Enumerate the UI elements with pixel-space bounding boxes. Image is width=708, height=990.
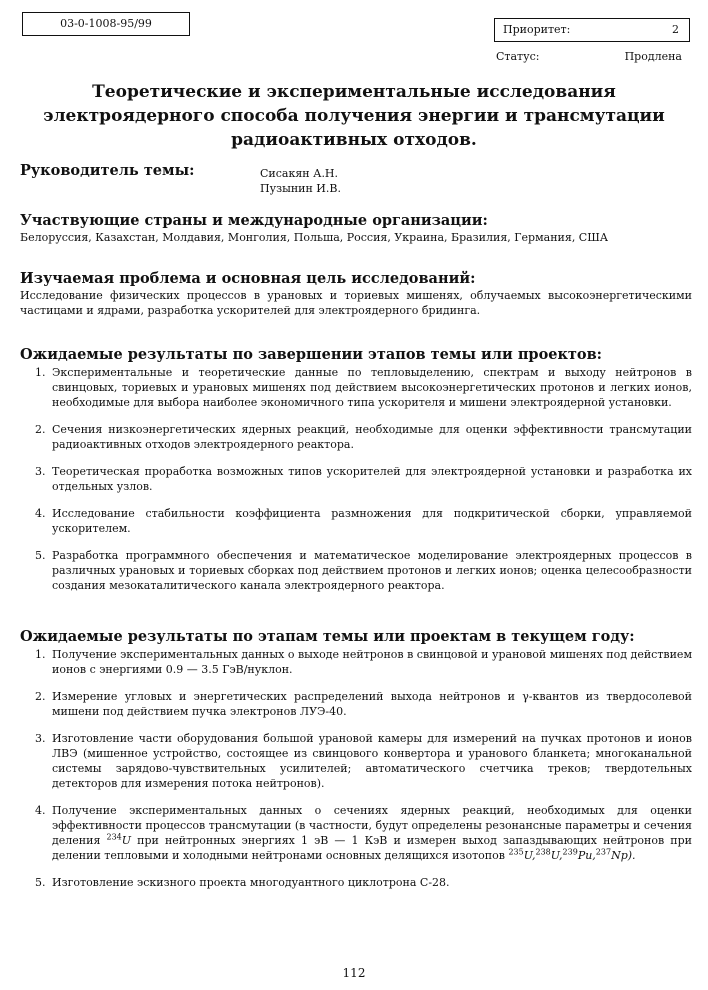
isotope-symbol: Pu,: [577, 849, 596, 862]
priority-value: 2: [672, 23, 679, 36]
expected-final-list: [20, 365, 692, 593]
item-text: Разработка программного обеспечения и математическое моделирование электроядерных процессов в различных урановых и ториевых сборках под действием протонов и легких ионов; оценка целесообразности создания мезокаталитического канала электроядерного реактора.: [52, 549, 692, 592]
leader-name: Сисакян А.Н.: [260, 167, 339, 180]
list-item: [20, 422, 692, 452]
list-item: [20, 647, 692, 677]
title-line-1: Теоретические и экспериментальные исследования: [92, 82, 616, 102]
list-item: [20, 803, 692, 863]
item-number: 1.: [35, 648, 46, 661]
status-value: Продлена: [624, 50, 682, 63]
expected-current-list: [20, 647, 692, 890]
item-text: Экспериментальные и теоретические данные по тепловыделению, спектрам и выходу нейтронов в свинцовых, ториевых и урановых мишенях под действием высокоэнергетических протонов и легких ионов, необходимые для выбора наиболее экономичного типа ускорителя и мишени электроядерной установки.: [52, 366, 692, 409]
item-number: 1.: [35, 366, 46, 379]
item-text: Изготовление эскизного проекта многодуантного циклотрона С-28.: [52, 876, 450, 889]
expected-current-heading: Ожидаемые результаты по этапам темы или проектам в текущем году:: [20, 628, 635, 645]
item-number: 4.: [35, 804, 46, 817]
countries-text: Белоруссия, Казахстан, Молдавия, Монголия, Польша, Россия, Украина, Бразилия, Германия, США: [20, 231, 609, 244]
list-item: [20, 548, 692, 593]
status-row: [496, 50, 688, 63]
isotope-mass: 238: [535, 847, 551, 857]
problem-section: [20, 270, 692, 318]
project-code-box: [22, 12, 190, 36]
item-text-part: Получение экспериментальных данных о сечениях ядерных реакций, необходимых для оценки эффективности процессов трансмутации (в частности, будут определены резонансные параметры и сечения деления: [52, 804, 692, 847]
leader-heading: Руководитель темы:: [20, 162, 195, 179]
countries-section: [20, 212, 692, 245]
isotope-mass: 234: [106, 832, 122, 842]
isotope-symbol: U,: [550, 849, 563, 862]
status-label: Статус:: [496, 50, 540, 63]
isotope-symbol: U: [121, 834, 132, 847]
item-number: 2.: [35, 423, 46, 436]
item-number: 3.: [35, 732, 46, 745]
item-number: 2.: [35, 690, 46, 703]
leader-names: [260, 166, 341, 196]
isotope-mass: 237: [595, 847, 612, 857]
page-title: [20, 80, 688, 152]
isotope-mass: 239: [562, 847, 578, 857]
countries-heading: Участвующие страны и международные организации:: [20, 212, 488, 229]
page-number: 112: [342, 966, 366, 980]
list-item: [20, 689, 692, 719]
isotope-symbol: Np).: [611, 849, 636, 862]
isotope-symbol: U,: [523, 849, 536, 862]
title-line-2: электроядерного способа получения энергии и трансмутации: [43, 106, 665, 126]
list-item: [20, 506, 692, 536]
list-item: [20, 365, 692, 410]
list-item: [20, 731, 692, 791]
project-code: 03-0-1008-95/99: [60, 17, 152, 30]
item-number: 5.: [35, 549, 46, 562]
item-text: Измерение угловых и энергетических распределений выхода нейтронов и γ-квантов из твердосолевой мишени под действием пучка электронов ЛУЭ-40.: [52, 690, 692, 718]
expected-current-section: [20, 628, 692, 890]
item-text: Исследование стабильности коэффициента размножения для подкритической сборки, управляемой ускорителем.: [52, 507, 692, 535]
expected-final-heading: Ожидаемые результаты по завершении этапов темы или проектов:: [20, 346, 603, 363]
isotope-mass: 235: [508, 847, 524, 857]
item-number: 3.: [35, 465, 46, 478]
item-text: Получение экспериментальных данных о выходе нейтронов в свинцовой и урановой мишенях под действием ионов с энергиями 0.9 — 3.5 ГэВ/нуклон.: [52, 648, 692, 676]
item-text: Сечения низкоэнергетических ядерных реакций, необходимые для оценки эффективности трансмутации радиоактивных отходов электроядерного реактора.: [52, 423, 692, 451]
item-text-part: при нейтронных энергиях 1 эВ — 1 КэВ и измерен выход запаздывающих нейтронов при делении тепловыми и холодными нейтронами основных делящихся изотопов: [52, 834, 692, 862]
leader-name: Пузынин И.В.: [260, 182, 341, 195]
priority-box: [494, 18, 690, 42]
item-number: 4.: [35, 507, 46, 520]
list-item: [20, 464, 692, 494]
list-item: [20, 875, 692, 890]
problem-heading: Изучаемая проблема и основная цель исследований:: [20, 270, 476, 287]
title-line-3: радиоактивных отходов.: [231, 130, 477, 150]
priority-label: Приоритет:: [503, 23, 571, 36]
expected-final-section: [20, 346, 692, 593]
item-text: Теоретическая проработка возможных типов ускорителей для электроядерной установки и разработка их отдельных узлов.: [52, 465, 692, 493]
problem-text: Исследование физических процессов в урановых и ториевых мишенях, облучаемых высокоэнергетическими частицами и ядрами, разработка ускорителей для электроядерного бридинга.: [20, 289, 692, 317]
item-text: Изготовление части оборудования большой урановой камеры для измерений на пучках протонов и ионов ЛВЭ (мишенное устройство, состоящее из свинцового конвертора и уранового бланкета; многоканальной системы зарядово-чувствительных усилителей; автоматического счетчика треков; твердотельных детекторов для измерения потока нейтронов).: [52, 732, 692, 790]
item-number: 5.: [35, 876, 46, 889]
